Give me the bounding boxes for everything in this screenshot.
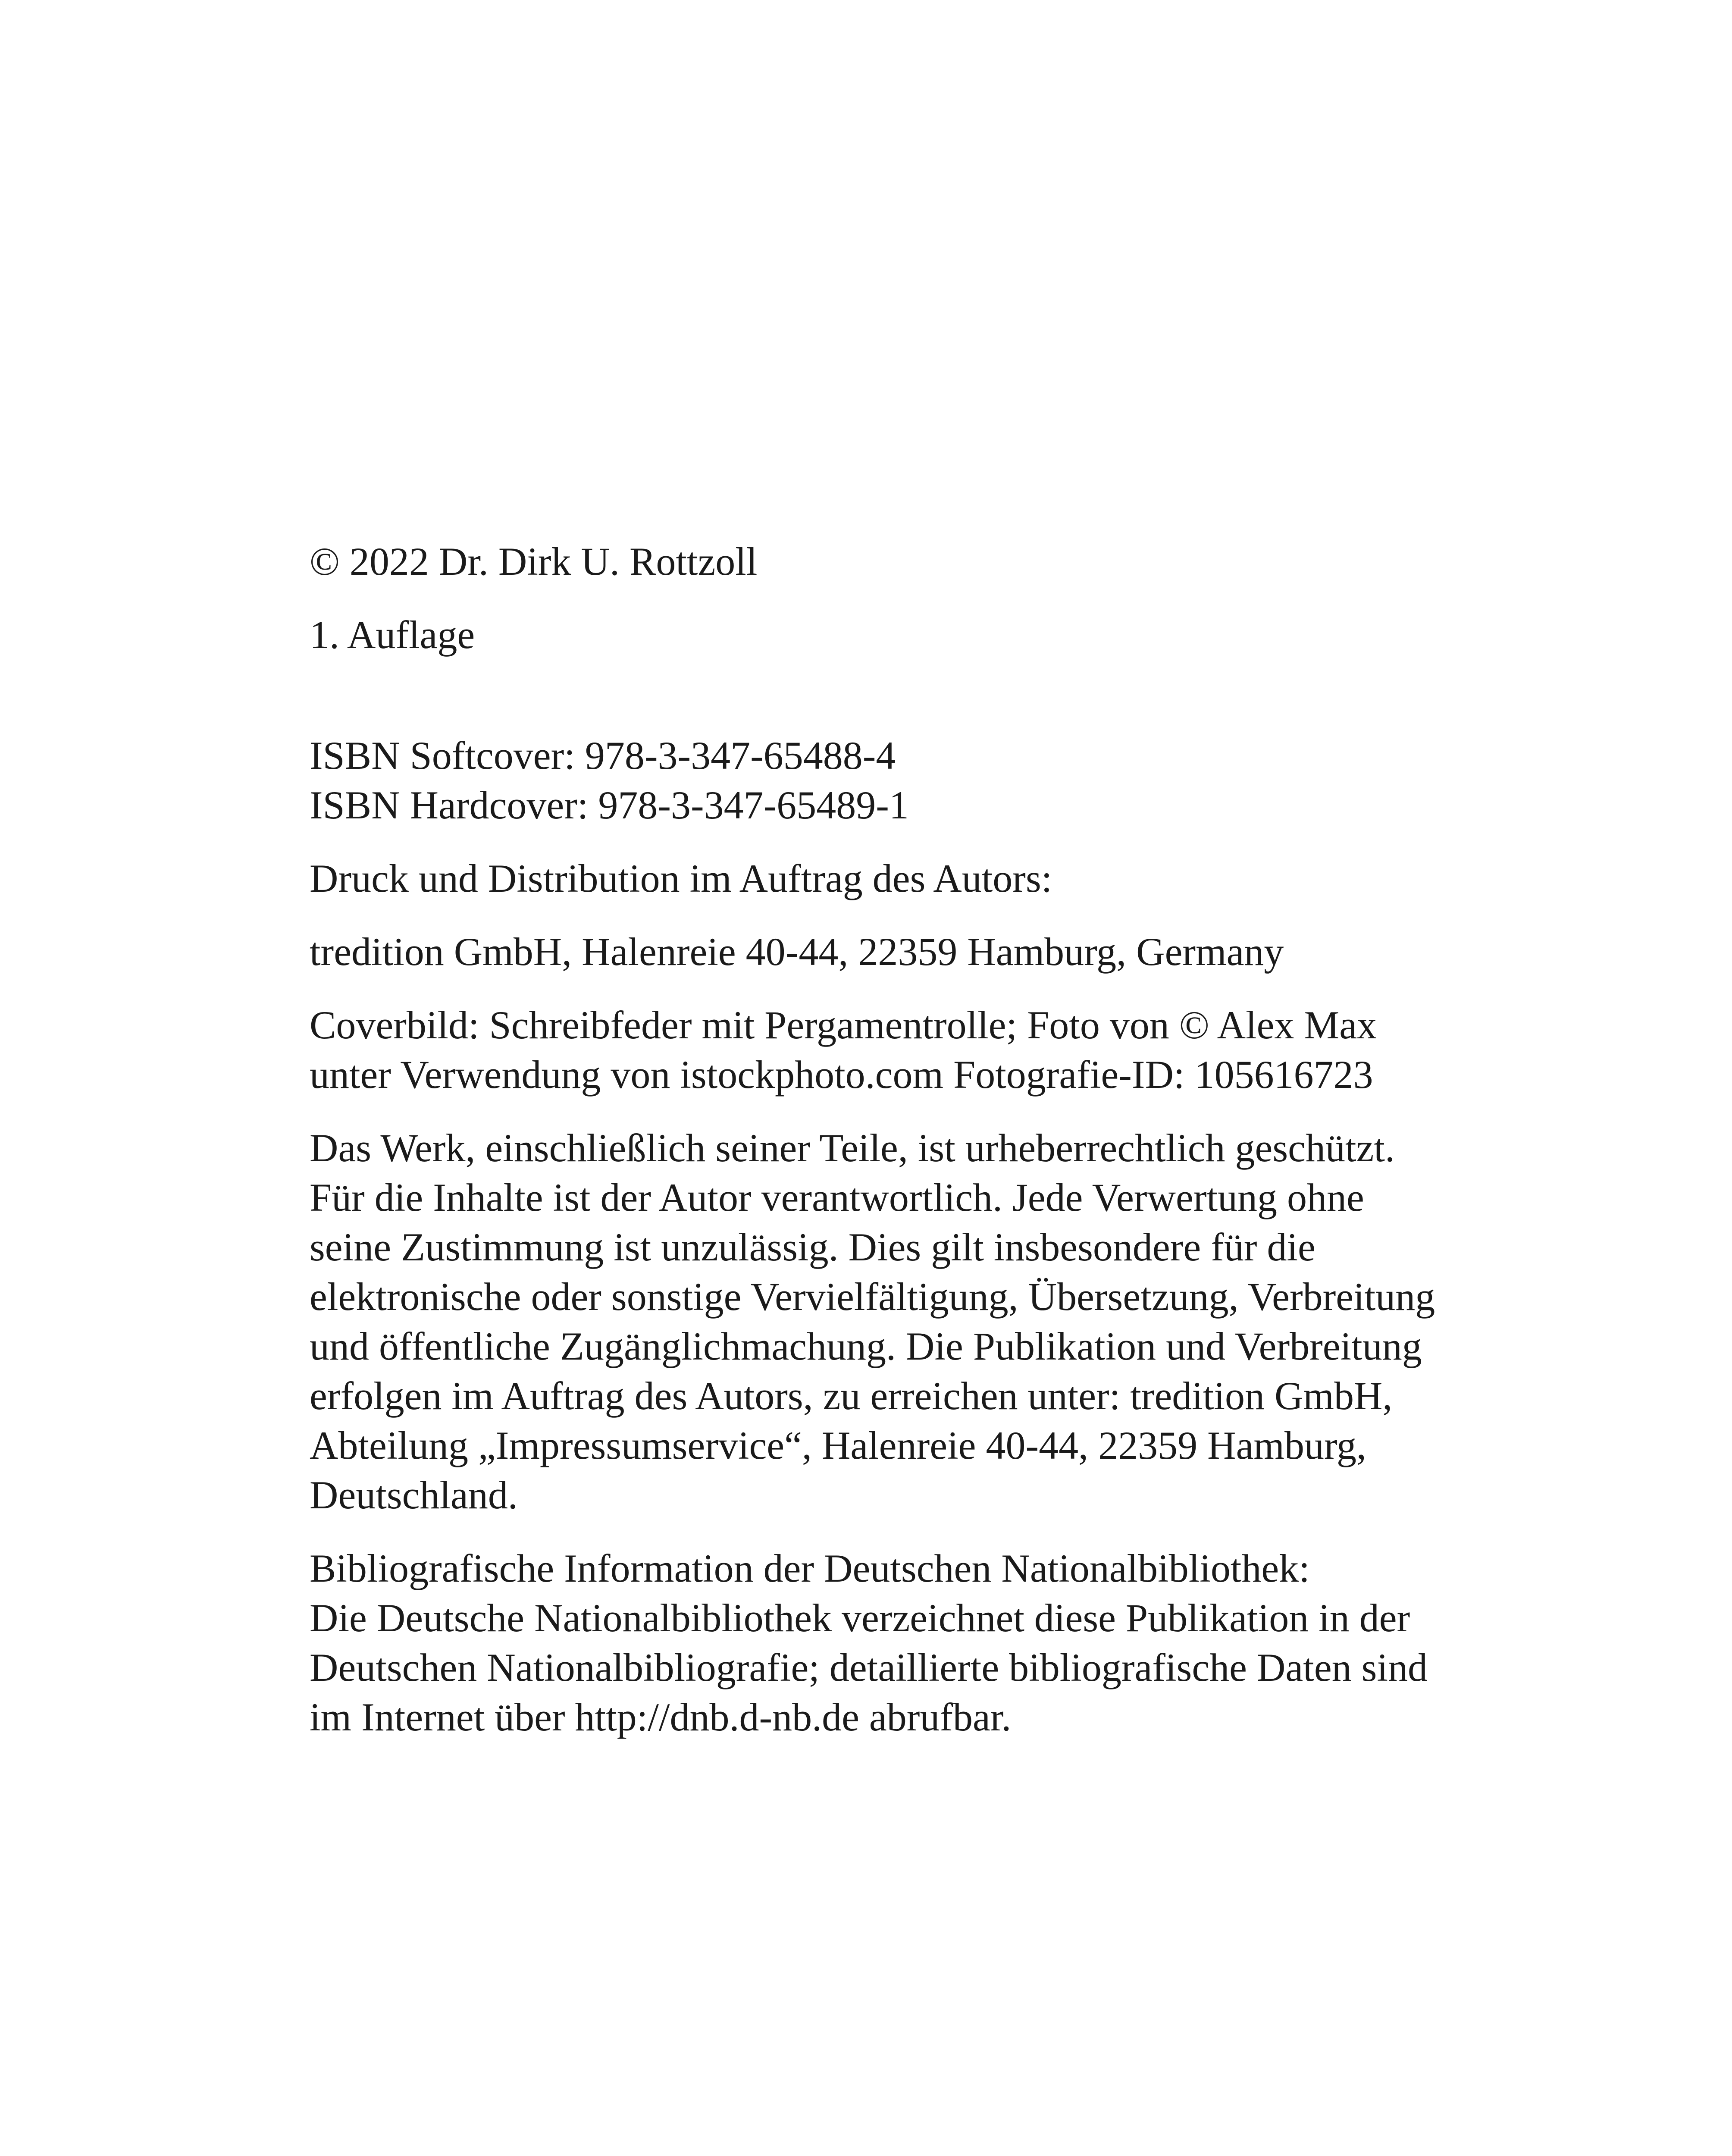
imprint-block (310, 537, 1603, 1742)
copyright-notice (310, 1123, 1603, 1520)
bibliographic-info-line: im Internet über http://dnb.d-nb.de abrufbar. (310, 1695, 1012, 1739)
copyright-notice-line: Für die Inhalte ist der Autor verantwortlich. Jede Verwertung ohne (310, 1175, 1364, 1219)
copyright-notice-line: erfolgen im Auftrag des Autors, zu erreichen unter: tredition GmbH, (310, 1374, 1393, 1418)
copyright-notice-line: und öffentliche Zugänglichmachung. Die Publikation und Verbreitung (310, 1324, 1422, 1368)
copyright-notice-line: Deutschland. (310, 1473, 518, 1517)
copyright-line: © 2022 Dr. Dirk U. Rottzoll (310, 539, 758, 583)
cover-credit-line: unter Verwendung von istockphoto.com Fotografie-ID: 105616723 (310, 1053, 1373, 1097)
isbn-hardcover: ISBN Hardcover: 978-3-347-65489-1 (310, 783, 909, 827)
publisher-address: tredition GmbH, Halenreie 40-44, 22359 Hamburg, Germany (310, 930, 1284, 974)
edition-line: 1. Auflage (310, 613, 475, 657)
copyright-notice-line: seine Zustimmung ist unzulässig. Dies gilt insbesondere für die (310, 1225, 1315, 1269)
copyright-notice-line: elektronische oder sonstige Vervielfältigung, Übersetzung, Verbreitung (310, 1275, 1435, 1319)
bibliographic-info-line: Die Deutsche Nationalbibliothek verzeichnet diese Publikation in der (310, 1596, 1410, 1640)
bibliographic-info-line: Bibliografische Information der Deutschen Nationalbibliothek: (310, 1546, 1310, 1590)
copyright-notice-line: Abteilung „Impressumservice“, Halenreie 40-44, 22359 Hamburg, (310, 1423, 1366, 1467)
cover-credit-line: Coverbild: Schreibfeder mit Pergamentrolle; Foto von © Alex Max (310, 1003, 1377, 1047)
bibliographic-info (310, 1544, 1603, 1742)
copyright-notice-line: Das Werk, einschließlich seiner Teile, ist urheberrechtlich geschützt. (310, 1126, 1395, 1170)
bibliographic-info-line: Deutschen Nationalbibliografie; detaillierte bibliografische Daten sind (310, 1645, 1428, 1689)
cover-credit (310, 1000, 1603, 1100)
isbn-block (310, 731, 1603, 830)
isbn-softcover: ISBN Softcover: 978-3-347-65488-4 (310, 733, 896, 777)
distribution-line: Druck und Distribution im Auftrag des Autors: (310, 856, 1052, 900)
